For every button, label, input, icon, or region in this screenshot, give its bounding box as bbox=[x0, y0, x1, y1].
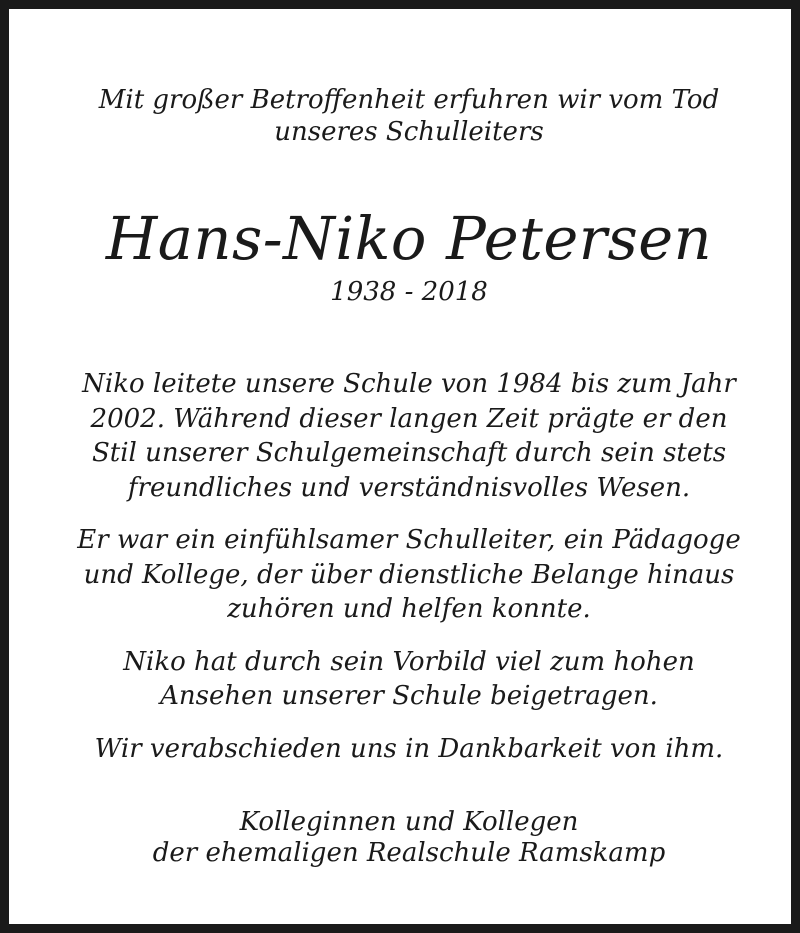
signature-block bbox=[18, 807, 800, 869]
life-dates: 1938 - 2018 bbox=[330, 277, 488, 307]
text-line: zuhören und helfen konnte. bbox=[227, 594, 591, 624]
intro-line: Mit großer Betroffenheit erfuhren wir vom Tod bbox=[98, 85, 720, 115]
tribute-paragraph bbox=[18, 523, 800, 627]
text-line: Niko hat durch sein Vorbild viel zum hohen bbox=[123, 646, 695, 677]
text-line: Stil unserer Schulgemeinschaft durch sein stets bbox=[91, 438, 727, 468]
deceased-name: Hans-Niko Petersen bbox=[105, 204, 713, 273]
text-line: und Kollege, der über dienstliche Belange hinaus bbox=[83, 559, 735, 590]
text-line: Wir verabschieden uns in Dankbarkeit von ihm. bbox=[94, 733, 724, 764]
text-line: Ansehen unserer Schule beigetragen. bbox=[160, 681, 658, 711]
text-line: 2002. Während dieser langen Zeit prägte er den bbox=[90, 403, 728, 434]
tribute-paragraph bbox=[18, 367, 800, 505]
text-line: freundliches und verständnisvolles Wesen. bbox=[127, 472, 691, 503]
tribute-paragraph bbox=[18, 645, 800, 714]
signature-line: der ehemaligen Realschule Ramskamp bbox=[152, 838, 666, 868]
tribute-paragraph bbox=[18, 732, 800, 767]
text-line: Niko leitete unsere Schule von 1984 bis zum Jahr bbox=[82, 369, 736, 399]
signature-line: Kolleginnen und Kollegen bbox=[239, 807, 579, 837]
text-line: Er war ein einfühlsamer Schulleiter, ein Pädagoge bbox=[77, 525, 741, 555]
obituary-notice bbox=[18, 18, 800, 933]
intro-text bbox=[18, 84, 800, 148]
intro-line: unseres Schulleiters bbox=[274, 117, 544, 147]
tribute-text bbox=[18, 367, 800, 784]
